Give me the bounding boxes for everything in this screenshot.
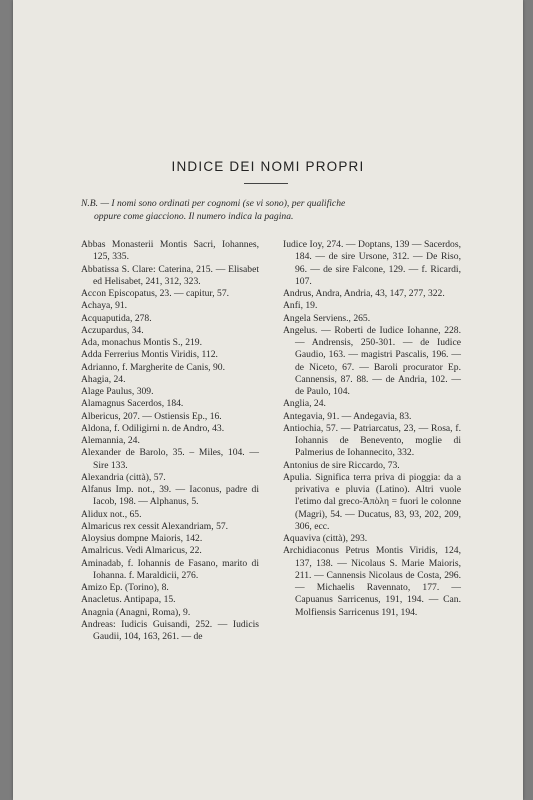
index-entry: Abbatissa S. Clare: Caterina, 215. — Elisabet ed Helisabet, 241, 312, 323. [81,263,259,287]
index-entry: Anacletus. Antipapa, 15. [81,594,176,606]
index-entry: Aminadab, f. Iohannis de Fasano, marito di Iohanna. f. Maraldicii, 276. [81,557,259,581]
index-entry: Antegavia, 91. — Andegavia, 83. [283,410,412,422]
index-entry: Ahagia, 24. [81,373,126,385]
index-entry: Alemannia, 24. [81,435,140,446]
index-entry: Accon Episcopatus, 23. — capitur, 57. [81,288,230,299]
index-entry: Amizo Ep. (Torino), 8. [81,582,169,593]
index-entry: Apulia. Significa terra priva di pioggia: da a privativa e pluvia (Latino). Altri vuole l'etimo dal greco-Άπὸλη = fuori le colonne (Magri), 54. — Ducatus, 83, 93, 202, 209, 306, ecc. [283,471,461,532]
index-entry: Alexandria (città), 57. [81,471,166,483]
index-entry: Andrus, Andra, Andria, 43, 147, 277, 322. [283,288,445,299]
index-entry: Abbas Monasterii Montis Sacri, Iohannes, 125, 335. [81,239,259,263]
index-entry: Anagnia (Anagni, Roma), 9. [81,606,191,618]
index-entry: Achaya, 91. [81,300,128,312]
index-entry: Albericus, 207. — Ostiensis Ep., 16. [81,410,222,422]
index-entry: Antiochia, 57. — Patriarcatus, 23, — Rosa, f. Iohannis de Benevento, moglie di Palmerius de Iohannecito, 332. [283,422,461,459]
index-entry: Archidiaconus Petrus Montis Viridis, 124, 137, 138. — Nicolaus S. Marie Maioris, 211. — Cannensis Nicolaus de Costa, 296. — Michaelis Ravennato, 177. — Capuanus Sarricenus, 191, 194. — Can. Molfiensis Sarricenus 191, 194. [283,545,461,618]
index-entry: Aloysius dompne Maioris, 142. [81,533,203,544]
index-entry: Adrianno, f. Margherite de Canis, 90. [81,361,225,373]
editorial-note [81,198,483,223]
index-entry: Adda Ferrerius Montis Viridis, 112. [81,349,218,361]
index-entry: Antonius de sire Riccardo, 73. [283,459,400,471]
index-entry: Angelus. — Roberti de Iudice Iohanne, 228. — Andrensis, 250-301. — de Iudice Gaudio, 163. — magistri Pascalis, 196. — de Niceto, 67. — Baroli procurator Ep. Cannensis, 87. 88. — de Andria, 102. — de Paulo, 104. [283,324,461,397]
index-entry: Alamagnus Sacerdos, 184. [81,398,184,410]
index-column-left [81,239,259,643]
page-title: INDICE DEI NOMI PROPRI [171,159,365,174]
index-entry: Acquaputida, 278. [81,312,152,324]
index-entry: Almaricus rex cessit Alexandriam, 57. [81,520,229,532]
index-entry: Aczupardus, 34. [81,324,144,336]
index-entry: Andreas: Iudicis Guisandi, 252. — Iudicis Gaudii, 104, 163, 261. — de [81,618,259,642]
index-entry: Angela Serviens., 265. [283,312,371,324]
document-page [13,0,523,800]
index-entry: Ada, monachus Montis S., 219. [81,337,202,348]
index-entry: Anfi, 19. [283,300,318,312]
title-divider [244,183,288,184]
index-entry: Alexander de Barolo, 35. – Miles, 104. — Sire 133. [81,447,259,471]
index-column-right [283,239,461,619]
note-line-1: N.B. — I nomi sono ordinati per cognomi (se vi sono), per qualifiche [81,198,346,209]
index-entry: Alidux not., 65. [81,508,142,520]
note-line-2: oppure come giacciono. Il numero indica la pagina. [94,210,294,222]
index-entry: Iudice Ioy, 274. — Doptans, 139 — Sacerdos, 184. — de sire Ursone, 312. — De Riso, 96. — de sire Falcone, 129. — f. Ricardi, 107. [283,239,461,287]
index-entry: Aldona, f. Odiligirni n. de Andro, 43. [81,422,225,434]
index-entry: Amalricus. Vedi Almaricus, 22. [81,545,202,557]
index-entry: Alage Paulus, 309. [81,386,154,397]
index-entry: Aquaviva (città), 293. [283,533,368,544]
index-entry: Anglia, 24. [283,398,326,410]
index-entry: Alfanus Imp. not., 39. — Iaconus, padre di Iacob, 198. — Alphanus, 5. [81,484,259,508]
